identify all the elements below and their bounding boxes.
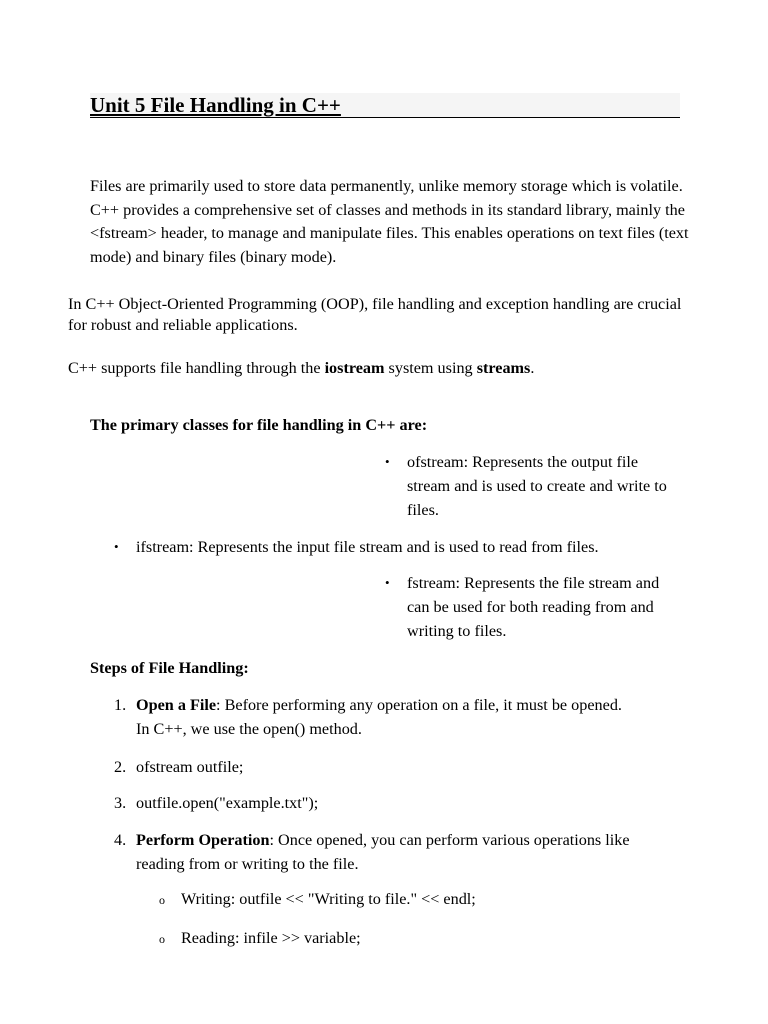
list-item-text: fstream: Represents the file stream and can be used for both reading from and writing to files.: [407, 574, 660, 640]
iostream-paragraph: [68, 357, 698, 381]
circle-bullet-icon: o: [159, 932, 165, 946]
streams-bold-term: streams: [476, 359, 531, 377]
bullet-icon: •: [385, 575, 390, 590]
step-text: ofstream outfile;: [136, 758, 244, 776]
title-bar: [90, 93, 680, 118]
classes-heading: The primary classes for file handling in C++ are:: [90, 416, 428, 434]
sub-item-writing: [159, 887, 476, 911]
step-number: 1.: [114, 696, 127, 714]
step-item-perform-operation: [114, 828, 656, 876]
step-number: 4.: [114, 831, 127, 849]
bullet-icon: •: [114, 539, 119, 554]
step-item-ofstream: [114, 755, 656, 779]
bullet-icon: •: [385, 454, 390, 469]
step-item-open-call: [114, 791, 656, 815]
intro-paragraph: Files are primarily used to store data permanently, unlike memory storage which is volatile. C++ provides a comprehensive set of classes and methods in its standard library, mainly the <fstream> header, to manage and manipulate files. This enables operations on text files (text mode) and binary files (binary mode).: [90, 177, 689, 266]
list-item-fstream: [385, 571, 667, 643]
list-item-ofstream: [385, 450, 682, 522]
step-bold-label: Perform Operation: [136, 831, 270, 849]
page-title: Unit 5 File Handling in C++: [90, 93, 341, 117]
step-text: outfile.open("example.txt");: [136, 794, 319, 812]
iostream-text-before: C++ supports file handling through the: [68, 359, 325, 377]
list-item-ifstream: [114, 535, 696, 559]
oop-paragraph: In C++ Object-Oriented Programming (OOP), file handling and exception handling are crucial for robust and reliable applications.: [68, 295, 682, 334]
iostream-text-middle: system using: [384, 359, 477, 377]
steps-heading: Steps of File Handling:: [90, 659, 249, 677]
step-number: 2.: [114, 758, 127, 776]
step-text: : Once opened, you can perform various operations like reading from or writing to the file.: [136, 831, 630, 873]
sub-item-reading: [159, 926, 361, 950]
step-item-open-file: [114, 693, 636, 741]
sub-item-text: Writing: outfile << "Writing to file." << endl;: [181, 890, 476, 908]
step-number: 3.: [114, 794, 127, 812]
iostream-bold-term: iostream: [324, 359, 385, 377]
step-text: : Before performing any operation on a file, it must be opened. In C++, we use the open() method.: [136, 696, 622, 738]
list-item-text: ifstream: Represents the input file stream and is used to read from files.: [136, 538, 599, 556]
step-bold-label: Open a File: [136, 696, 217, 714]
circle-bullet-icon: o: [159, 893, 165, 907]
iostream-text-after: .: [530, 359, 535, 377]
list-item-text: ofstream: Represents the output file stream and is used to create and write to files.: [407, 453, 667, 519]
sub-item-text: Reading: infile >> variable;: [181, 929, 361, 947]
